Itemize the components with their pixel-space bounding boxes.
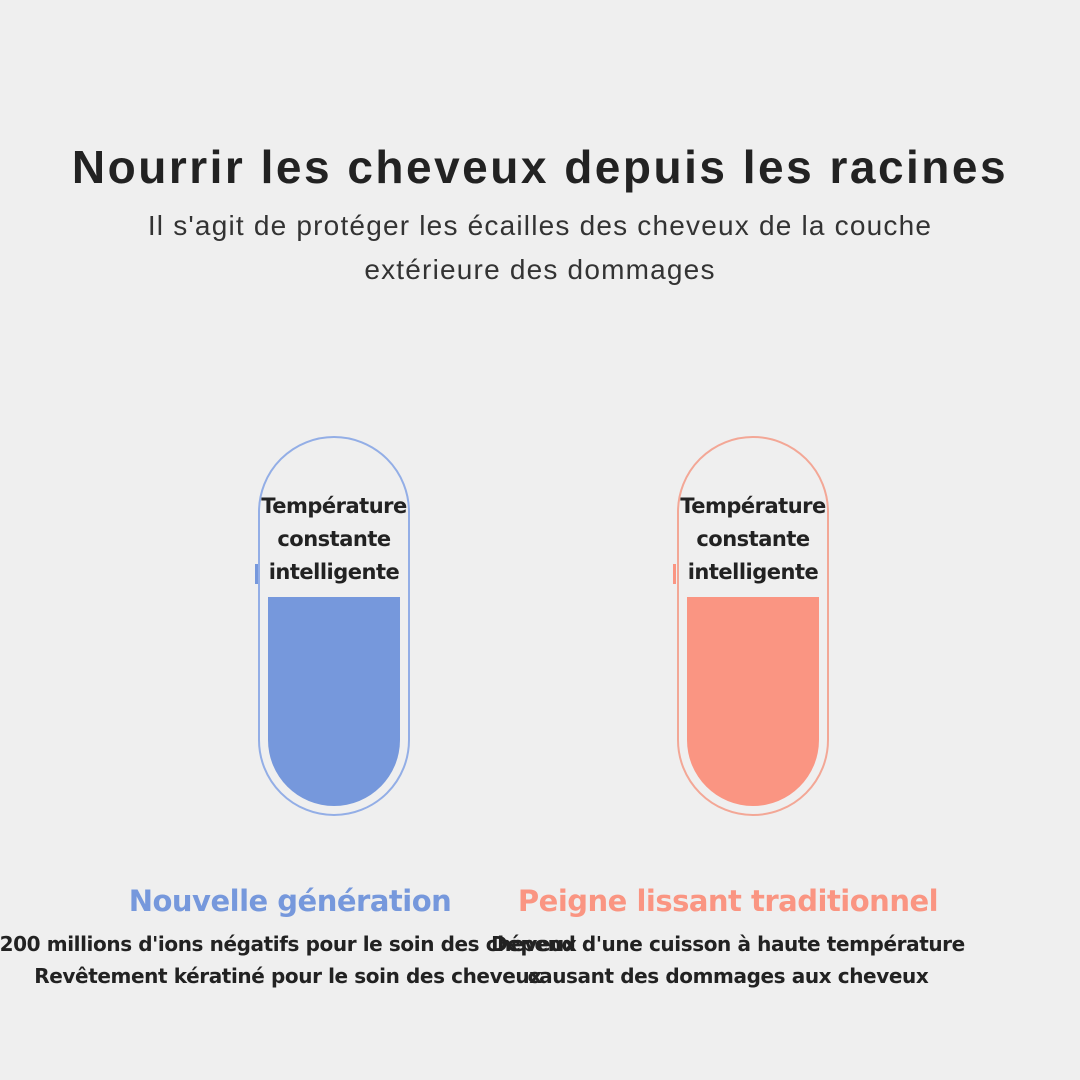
capsule-label-line: constante xyxy=(277,527,391,551)
subtitle-line-2: extérieure des dommages xyxy=(364,254,716,285)
capsule-traditional xyxy=(677,436,829,816)
page-title: Nourrir les cheveux depuis les racines xyxy=(71,141,1009,193)
capsule-label-line: intelligente xyxy=(268,560,400,584)
desc-line: Dépend d'une cuisson à haute température xyxy=(491,932,965,956)
capsule-label xyxy=(679,490,827,589)
capsule-fill-traditional xyxy=(687,597,819,806)
desc-line: 200 millions d'ions négatifs pour le soin des cheveux xyxy=(0,932,577,956)
capsule-label-line: Température xyxy=(680,494,826,518)
capsule-new-generation xyxy=(258,436,410,816)
desc-line: Revêtement kératiné pour le soin des cheveux xyxy=(34,964,542,988)
capsule-label xyxy=(260,490,408,589)
column-title-traditional: Peigne lissant traditionnel xyxy=(517,884,939,918)
column-desc-traditional xyxy=(428,928,1028,992)
capsule-label-line: Température xyxy=(261,494,407,518)
capsule-label-line: intelligente xyxy=(687,560,819,584)
capsule-tick-mark xyxy=(255,564,258,584)
capsule-label-line: constante xyxy=(696,527,810,551)
capsule-fill-new-generation xyxy=(268,597,400,806)
column-title-new-generation: Nouvelle génération xyxy=(128,884,452,918)
desc-line: causant des dommages aux cheveux xyxy=(527,964,929,988)
subtitle-line-1: Il s'agit de protéger les écailles des cheveux de la couche xyxy=(147,210,933,241)
capsule-tick-mark xyxy=(673,564,676,584)
page-subtitle xyxy=(90,204,990,292)
